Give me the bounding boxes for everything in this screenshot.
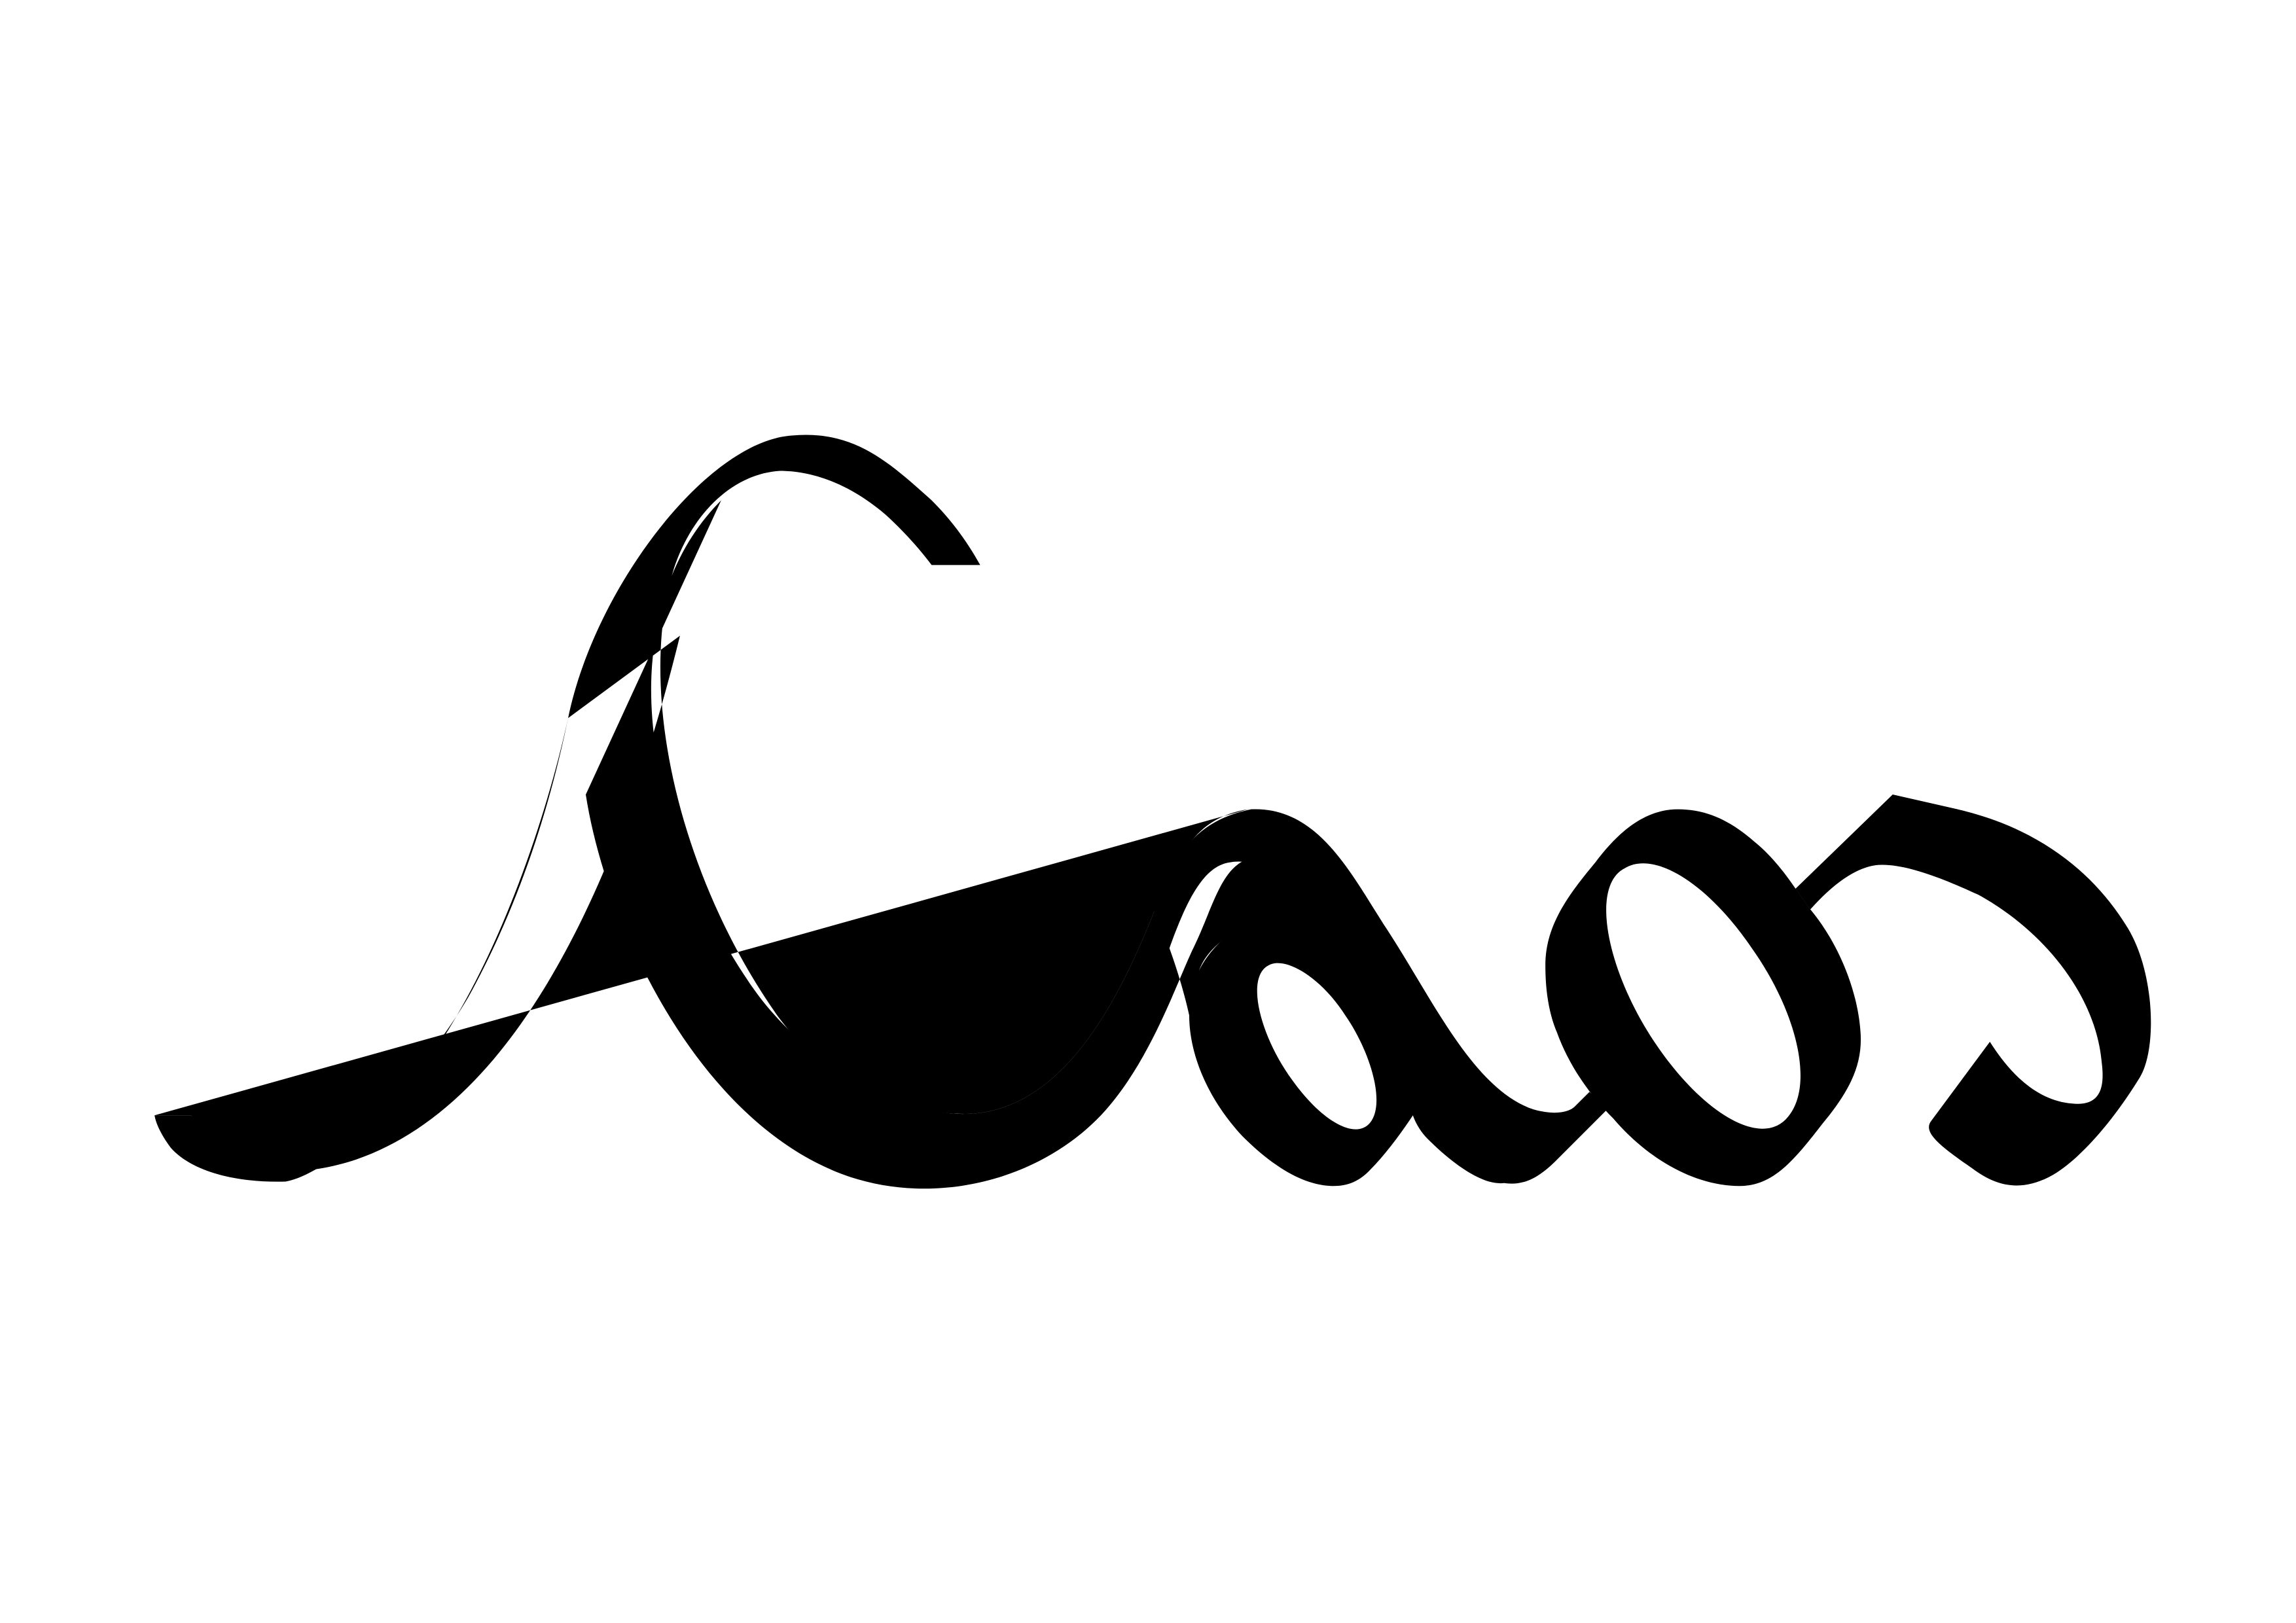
wordmark-o-letter: [1545, 810, 1861, 1186]
wordmark-a-letter: [1154, 809, 1607, 1186]
